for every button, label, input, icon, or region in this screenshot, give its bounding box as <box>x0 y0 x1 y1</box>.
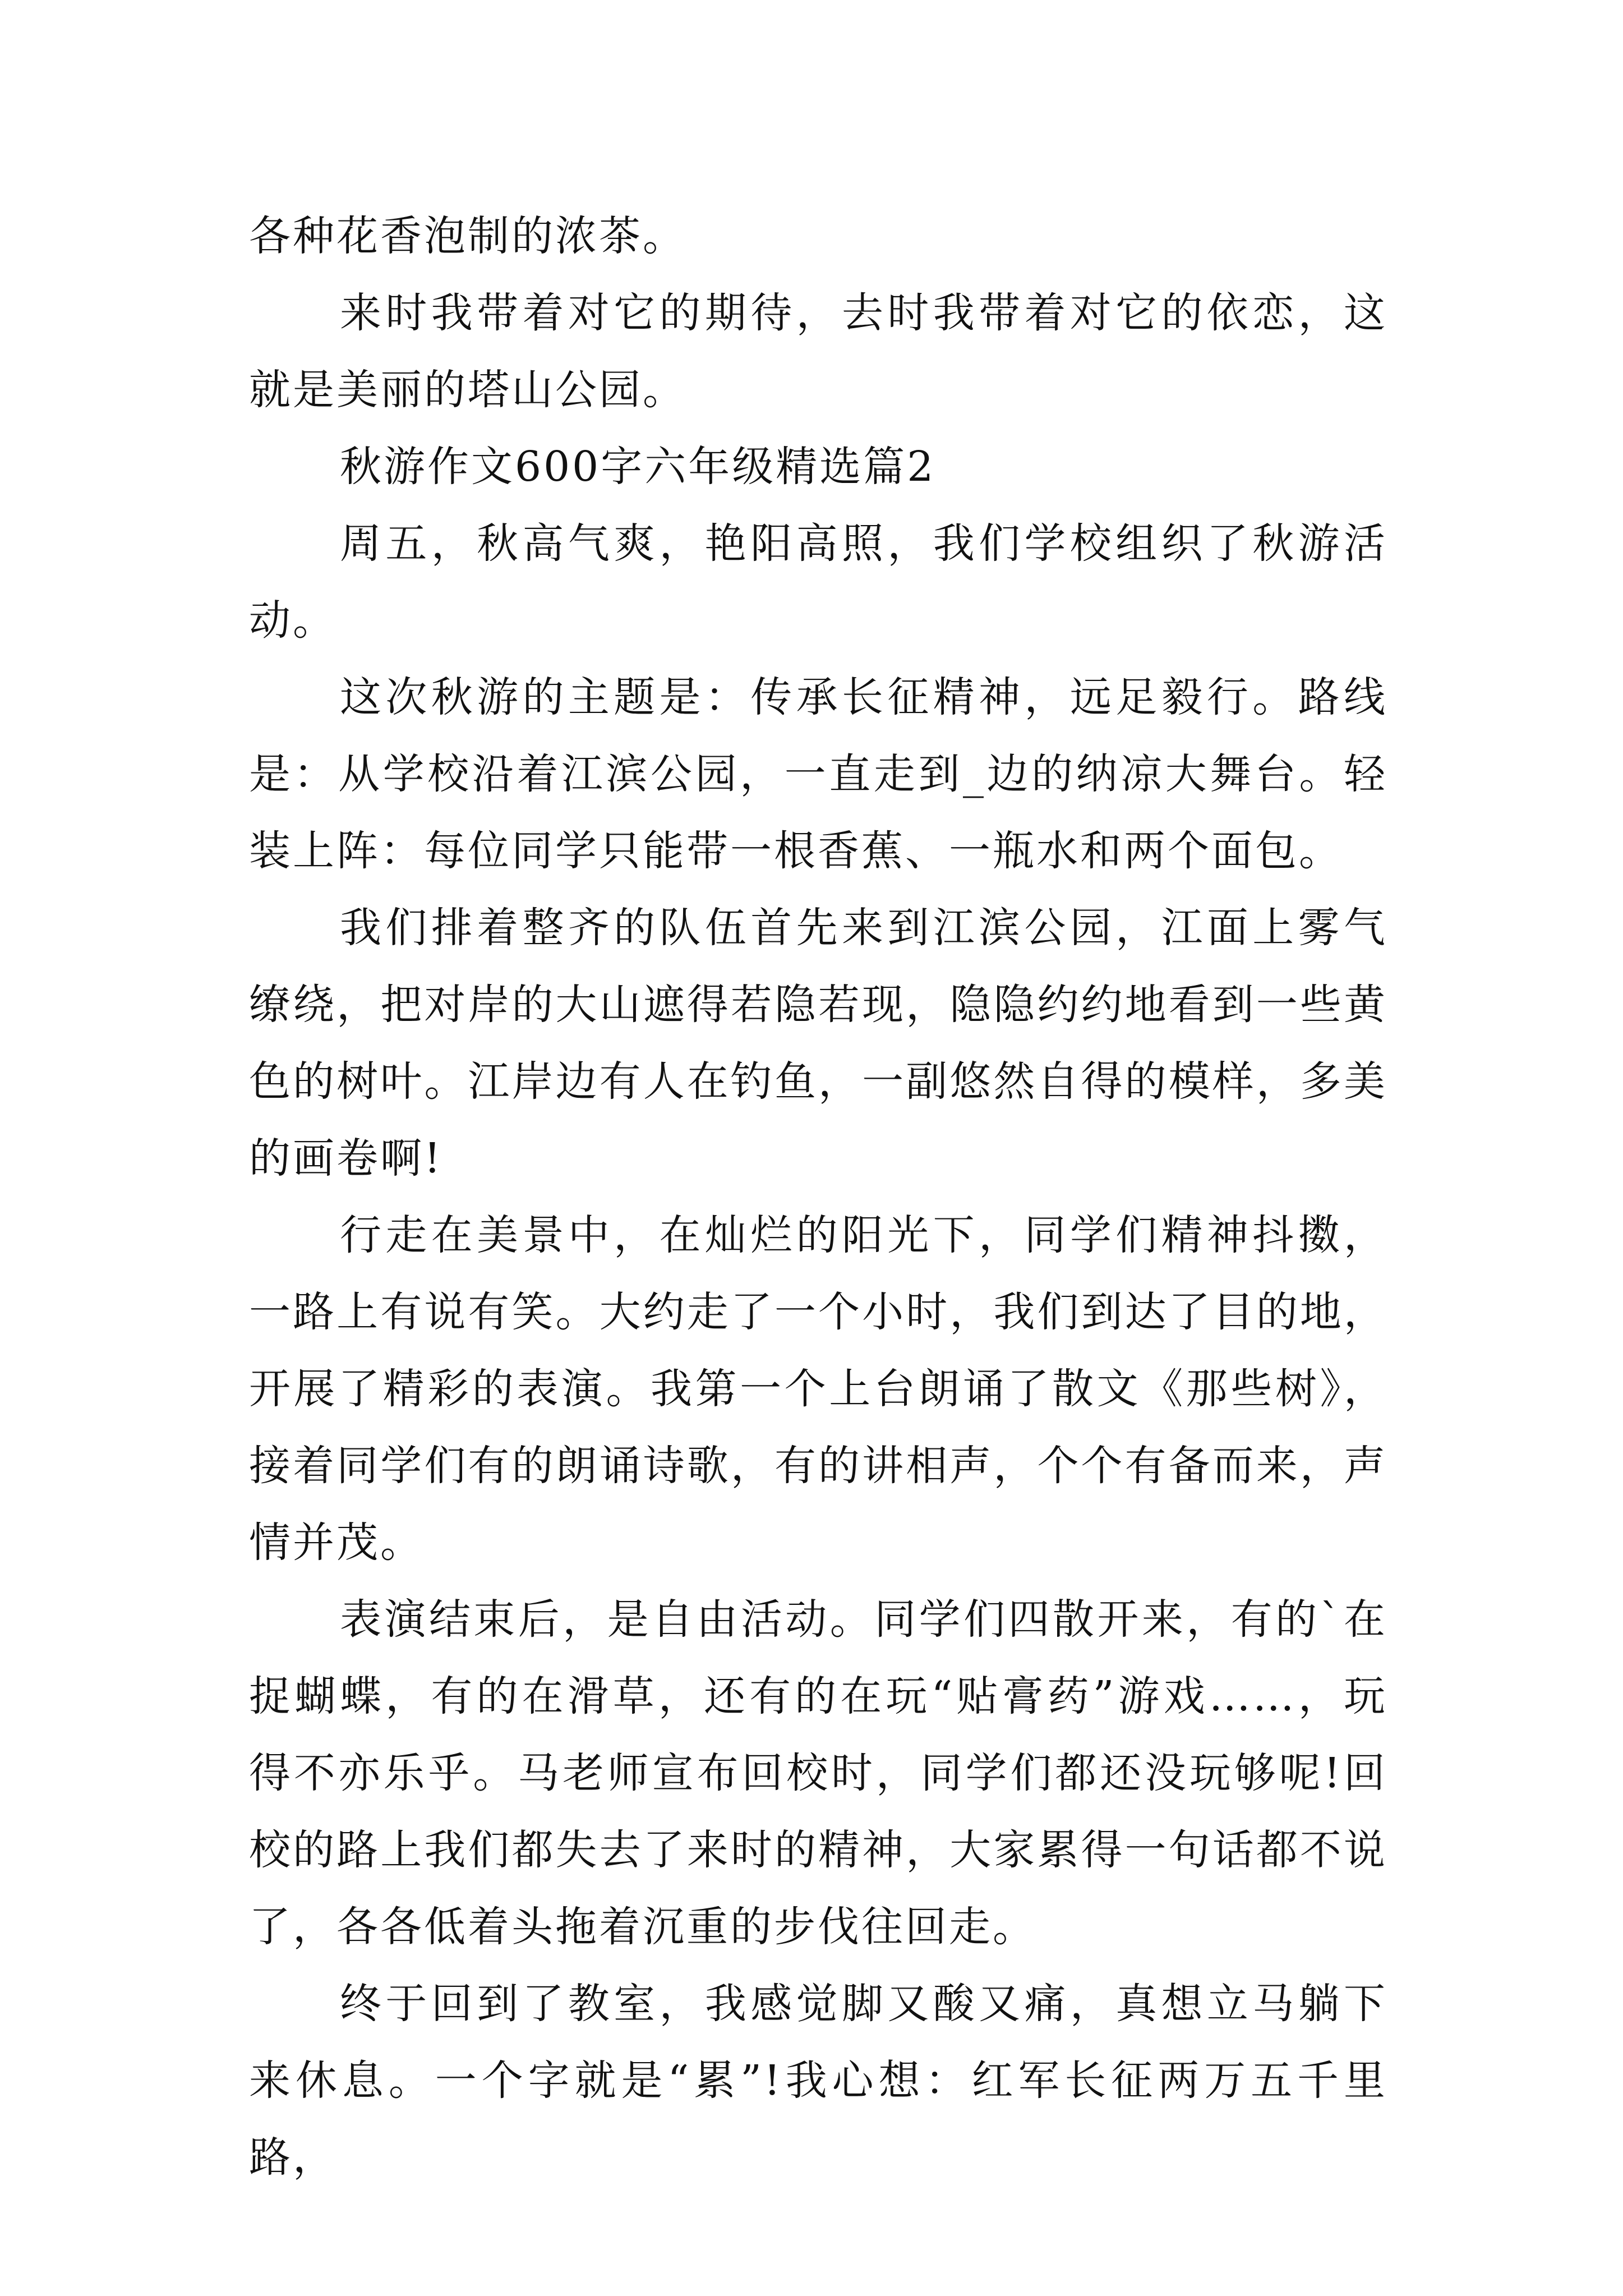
paragraph-performance: 行走在美景中，在灿烂的阳光下，同学们精神抖擞，一路上有说有笑。大约走了一个小时，我们到达了目的地，开展了精彩的表演。我第一个上台朗诵了散文《那些树》，接着同学们有的朗诵诗歌，有的讲相声，个个有备而来，声情并茂。 <box>249 1211 1387 1567</box>
paragraph-conclusion: 来时我带着对它的期待，去时我带着对它的依恋，这就是美丽的塔山公园。 <box>249 289 1387 414</box>
section-heading: 秋游作文600字六年级精选篇2 <box>340 443 936 491</box>
paragraph-continuation: 各种花香泡制的浓茶。 <box>249 212 686 260</box>
paragraph-free-activity: 表演结束后，是自由活动。同学们四散开来，有的`在捉蝴蝶，有的在滑草，还有的在玩“贴膏药”游戏……，玩得不亦乐乎。马老师宣布回校时，同学们都还没玩够呢!回校的路上我们都失去了来时的精神，大家累得一句话都不说了，各各低着头拖着沉重的步伐往回走。 <box>249 1595 1387 1951</box>
paragraph-theme: 这次秋游的主题是：传承长征精神，远足毅行。路线是：从学校沿着江滨公园，一直走到_边的纳凉大舞台。轻装上阵：每位同学只能带一根香蕉、一瓶水和两个面包。 <box>249 673 1387 875</box>
paragraph-intro: 周五，秋高气爽，艳阳高照，我们学校组织了秋游活动。 <box>249 519 1387 645</box>
paragraph-return: 终于回到了教室，我感觉脚又酸又痛，真想立马躺下来休息。一个字就是“累”!我心想：红军长征两万五千里路， <box>249 1980 1387 2182</box>
article-body <box>249 198 1387 2196</box>
paragraph-river-scene: 我们排着整齐的队伍首先来到江滨公园，江面上雾气缭绕，把对岸的大山遮得若隐若现，隐隐约约地看到一些黄色的树叶。江岸边有人在钓鱼，一副悠然自得的模样，多美的画卷啊! <box>249 904 1387 1182</box>
